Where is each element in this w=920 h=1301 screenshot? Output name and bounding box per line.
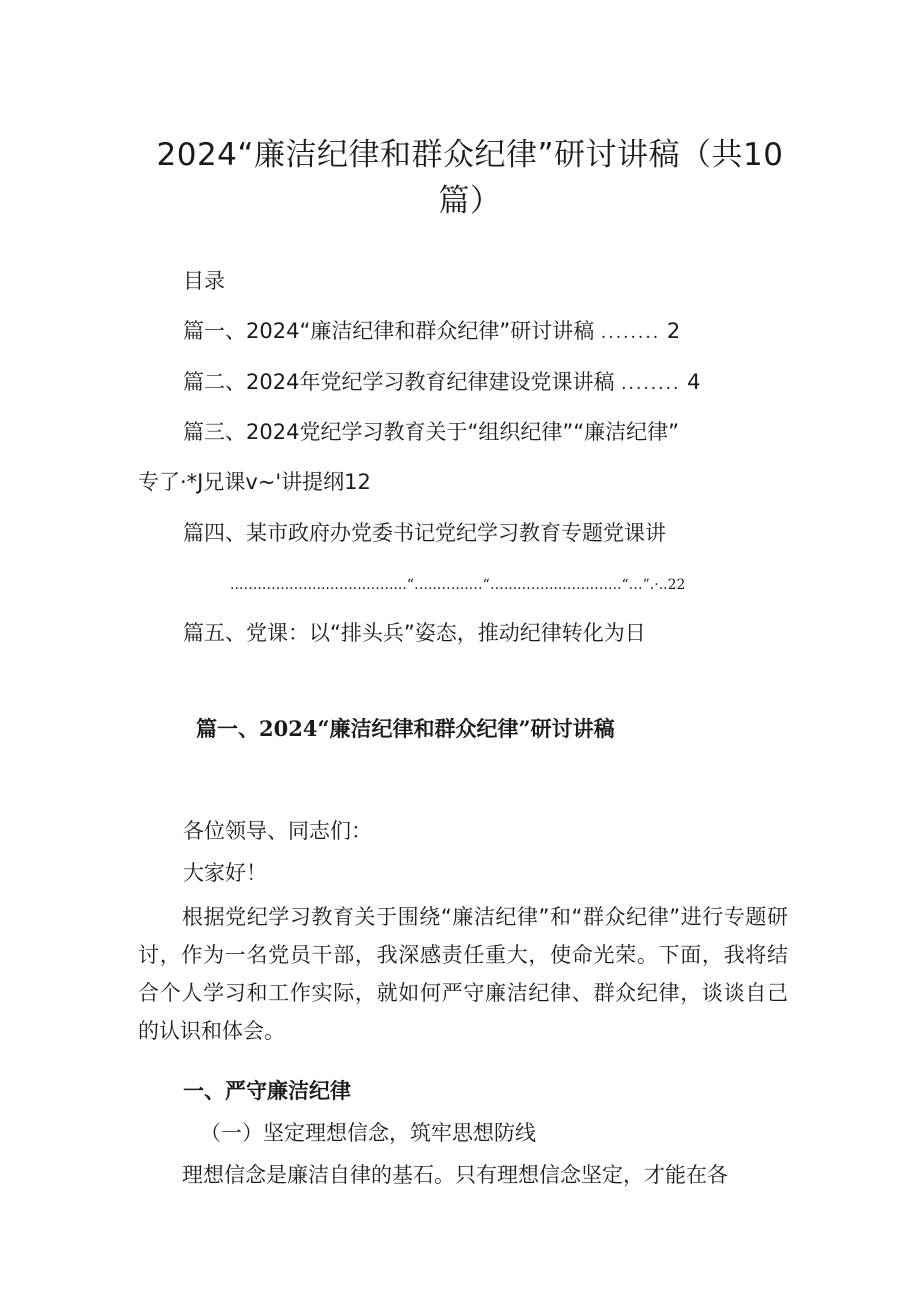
toc-item-4[interactable]: 篇四、某市政府办党委书记党纪学习教育专题党课讲 — [183, 521, 666, 545]
section-heading: 篇一、2024“廉洁纪律和群众纪律”研讨讲稿 — [196, 716, 615, 741]
paragraph-1: 根据党纪学习教育关于围绕“廉洁纪律”和“群众纪律”进行专题研讨，作为一名党员干部，我深感责任重大，使命光荣。下面，我将结合个人学习和工作实际，就如何严守廉洁纪律、群众纪律，谈谈自己的认识和体会。 — [138, 905, 788, 1043]
toc-item-1-leader: ........ — [600, 323, 661, 343]
toc-item-2-page: 4 — [687, 370, 701, 394]
paragraph-2: 理想信念是廉洁自律的基石。只有理想信念坚定，才能在各 — [182, 1163, 728, 1187]
toc-item-1[interactable] — [183, 316, 680, 348]
salutation: 各位领导、同志们： — [183, 819, 372, 843]
title-line-2: 篇） — [438, 183, 502, 219]
toc-item-1-label: 篇一、2024“廉洁纪律和群众纪律”研讨讲稿 — [183, 319, 595, 343]
toc-item-5[interactable]: 篇五、党课：以“排头兵”姿态，推动纪律转化为日 — [183, 621, 646, 645]
heading-1: 一、严守廉洁纪律 — [183, 1078, 351, 1103]
toc-item-2-leader: ........ — [621, 374, 681, 394]
greeting: 大家好！ — [183, 861, 267, 885]
toc-item-4-continuation[interactable]: ..…..…....…......….....….....“…...…...…“….....…......…...…...“…”.·..22 — [230, 577, 686, 593]
toc-heading: 目录 — [183, 269, 225, 293]
toc-item-3[interactable]: 篇三、2024党纪学习教育关于“组织纪律”“廉洁纪律” — [183, 420, 679, 444]
subheading-1: （一）坚定理想信念，筑牢思想防线 — [200, 1121, 536, 1145]
toc-item-3-continuation[interactable]: 专了·*J兄课v~'讲提纲12 — [138, 470, 371, 494]
toc-item-1-page: 2 — [666, 319, 681, 343]
title-line-1: 2024“廉洁纪律和群众纪律”研讨讲稿（共10 — [156, 137, 784, 173]
document-title — [120, 132, 820, 224]
toc-item-2-label: 篇二、2024年党纪学习教育纪律建设党课讲稿 — [183, 370, 615, 394]
toc-item-2[interactable] — [183, 367, 700, 399]
